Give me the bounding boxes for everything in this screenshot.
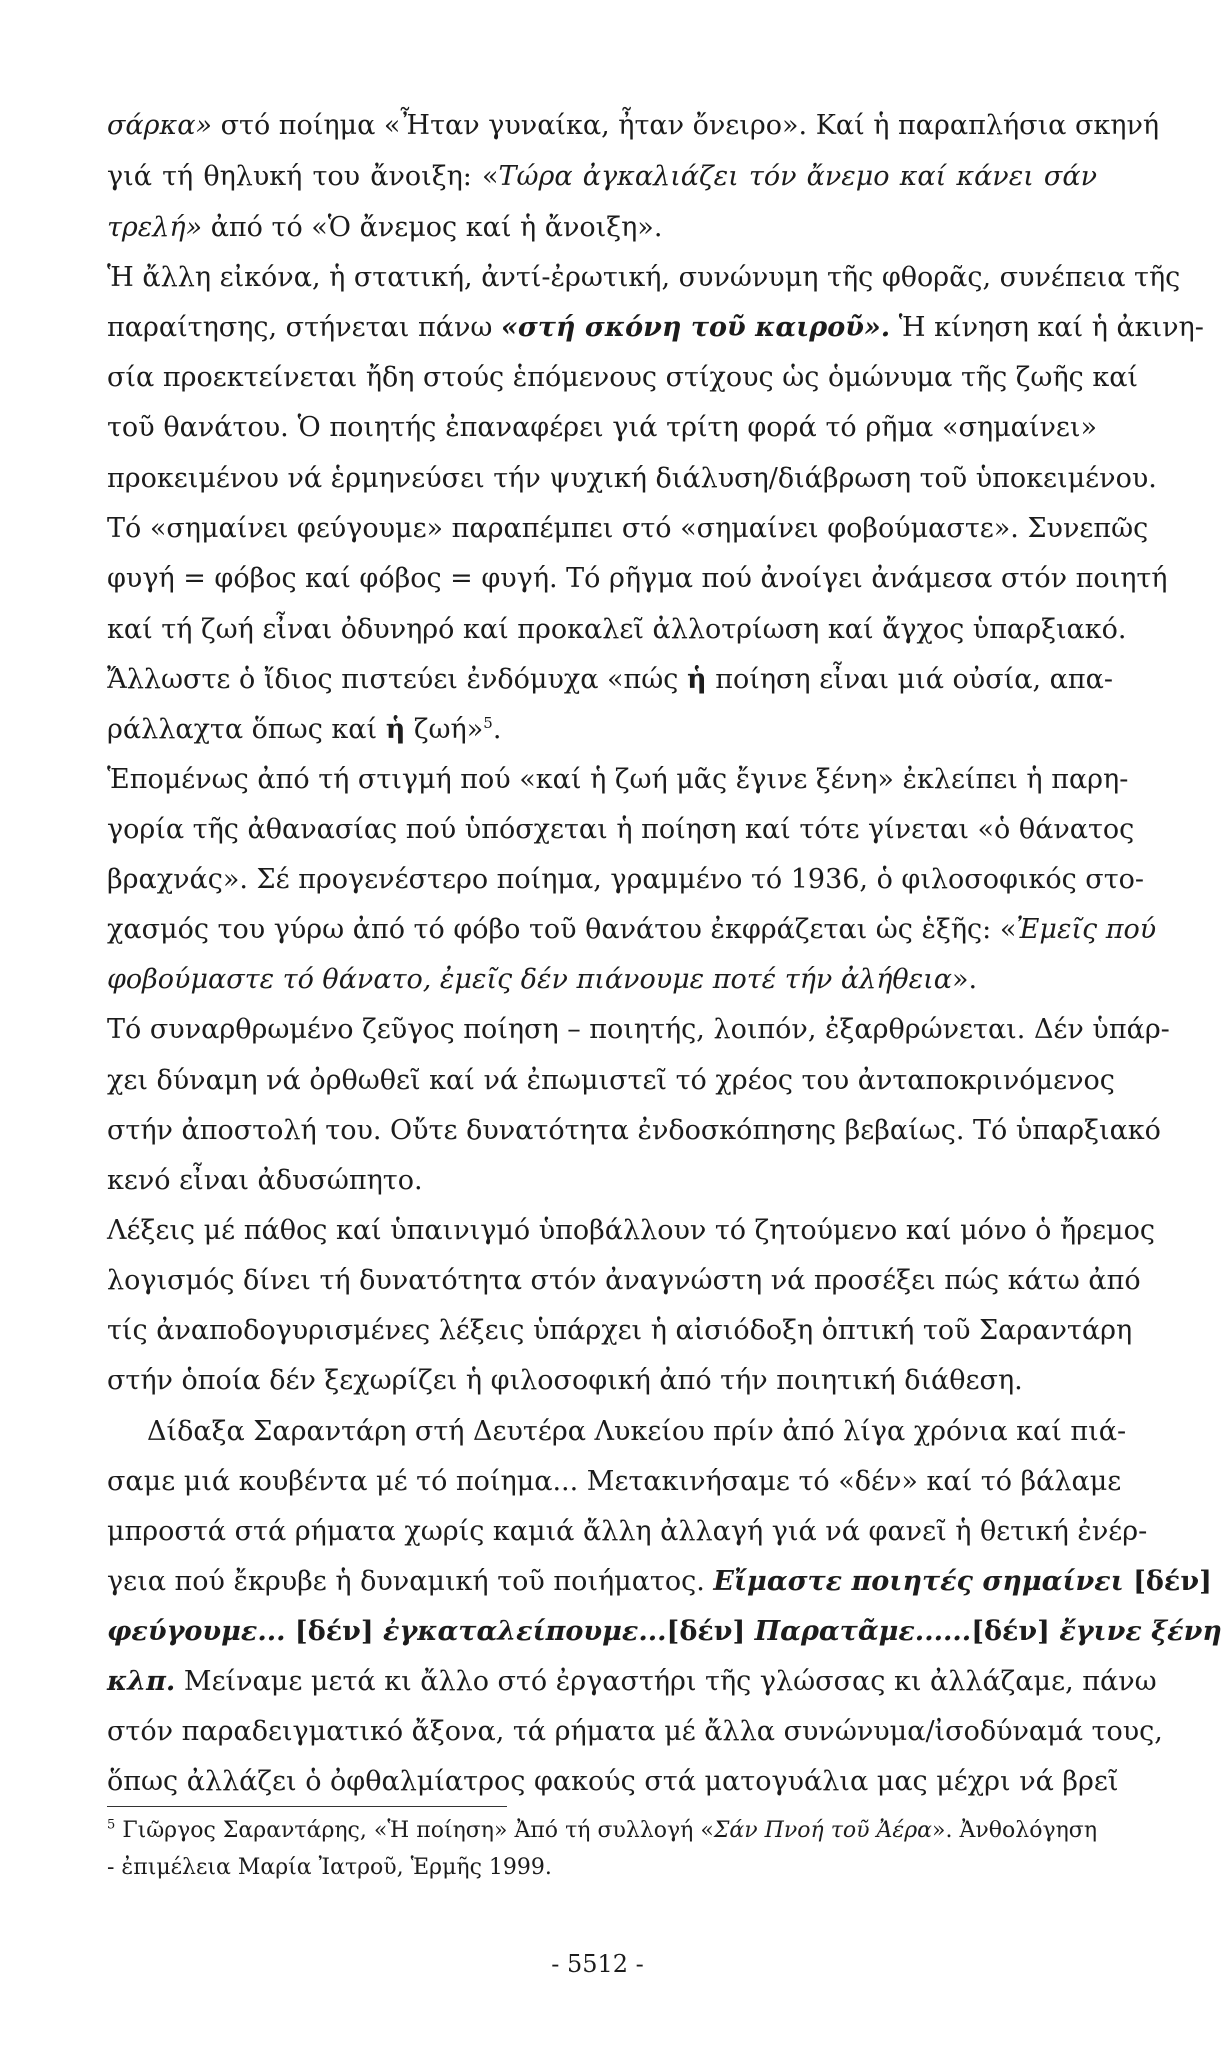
text-line: χει δύναμη νά ὀρθωθεῖ καί νά ἐπωμιστεῖ τό χρέος του ἀνταποκρινόμενος — [107, 1065, 1115, 1096]
text-line: Δίδαξα Σαραντάρη στή Δευτέρα Λυκείου πρίν ἀπό λίγα χρόνια καί πιά- — [147, 1416, 1127, 1447]
page-number: - 5512 - — [551, 1950, 644, 1978]
footnote-line: $^5$ Γιῶργος Σαραντάρης, «Ἡ ποίηση» Ἀπό τή συλλογή «Σάν Πνοή τοῦ Ἀέρα». Ἀνθολόγηση — [107, 1817, 1097, 1843]
text-line: Λέξεις μέ πάθος καί ὑπαινιγμό ὑποβάλλουν τό ζητούμενο καί μόνο ὁ ἤρεμος — [107, 1215, 1155, 1246]
text-line: γιά τή θηλυκή του ἄνοιξη: «Τώρα ἀγκαλιάζει τόν ἄνεμο καί κάνει σάν — [107, 161, 1098, 192]
text-line: φοβούμαστε τό θάνατο, ἐμεῖς δέν πιάνουμε ποτέ τήν ἀλήθεια». — [107, 964, 978, 995]
footnote-marker: 5 — [483, 714, 493, 732]
text-line: ὅπως ἀλλάζει ὁ ὀφθαλμίατρος φακούς στά ματογυάλια μας μέχρι νά βρεῖ — [107, 1766, 1119, 1797]
text-line: χασμός του γύρω ἀπό τό φόβο τοῦ θανάτου ἐκφράζεται ὡς ἑξῆς: «Ἐμεῖς πού — [107, 914, 1157, 945]
text-line: στήν ὁποία δέν ξεχωρίζει ἡ φιλοσοφική ἀπό τήν ποιητική διάθεση. — [107, 1365, 1023, 1396]
text-line: Τό «σημαίνει φεύγουμε» παραπέμπει στό «σημαίνει φοβούμαστε». Συνεπῶς — [107, 513, 1149, 544]
footnote-line: - ἐπιμέλεια Μαρία Ἰατροῦ, Ἑρμῆς 1999. — [107, 1855, 552, 1880]
footnote-number: 5 — [107, 1817, 116, 1833]
text-line: γορία τῆς ἀθανασίας πού ὑπόσχεται ἡ ποίηση καί τότε γίνεται «ὁ θάνατος — [107, 814, 1135, 845]
text-line: φυγή = φόβος καί φόβος = φυγή. Τό ρῆγμα πού ἀνοίγει ἀνάμεσα στόν ποιητή — [107, 563, 1168, 594]
text-line: κλπ. Μείναμε μετά κι ἄλλο στό ἐργαστήρι τῆς γλώσσας κι ἀλλάζαμε, πάνω — [107, 1666, 1157, 1697]
text-line: κενό εἶναι ἀδυσώπητο. — [107, 1165, 423, 1196]
text-line: μπροστά στά ρήματα χωρίς καμιά ἄλλη ἀλλαγή γιά νά φανεῖ ἡ θετική ἐνέρ- — [107, 1516, 1148, 1547]
text-line: Ἄλλωστε ὁ ἴδιος πιστεύει ἐνδόμυχα «πώς ἡ ποίηση εἶναι μιά οὐσία, απα- — [107, 664, 1113, 695]
text-line: σία προεκτείνεται ἤδη στούς ἑπόμενους στίχους ὡς ὁμώνυμα τῆς ζωῆς καί — [107, 362, 1139, 393]
text-line: τρελή» ἀπό τό «Ὁ ἄνεμος καί ἡ ἄνοιξη». — [107, 212, 663, 243]
text-line: στήν ἀποστολή του. Οὔτε δυνατότητα ἐνδοσκόπησης βεβαίως. Τό ὑπαρξιακό — [107, 1115, 1161, 1146]
text-line: προκειμένου νά ἑρμηνεύσει τήν ψυχική διάλυση/διάβρωση τοῦ ὑποκειμένου. — [107, 463, 1157, 494]
text-line: λογισμός δίνει τή δυνατότητα στόν ἀναγνώστη νά προσέξει πώς κάτω ἀπό — [107, 1265, 1141, 1296]
text-line: παραίτησης, στήνεται πάνω «στή σκόνη τοῦ καιροῦ». Ἡ κίνηση καί ἡ ἀκινη- — [107, 312, 1204, 343]
text-line: σαμε μιά κουβέντα μέ τό ποίημα... Μετακινήσαμε τό «δέν» καί τό βάλαμε — [107, 1466, 1122, 1497]
text-line: βραχνάς». Σέ προγενέστερο ποίημα, γραμμένο τό 1936, ὁ φιλοσοφικός στο- — [107, 864, 1145, 895]
text-line: φεύγουμε... [δέν] ἐγκαταλείπουμε...[δέν] Παρατᾶμε......[δέν] ἔγινε ξένη — [107, 1616, 1222, 1647]
text-line: Ἑπομένως ἀπό τή στιγμή πού «καί ἡ ζωή μᾶς ἔγινε ξένη» ἐκλείπει ἡ παρη- — [107, 764, 1129, 795]
text-line: τοῦ θανάτου. Ὁ ποιητής ἐπαναφέρει γιά τρίτη φορά τό ρῆμα «σημαίνει» — [107, 412, 1097, 443]
text-line: ράλλαχτα ὅπως καί ἡ ζωή»$^5$. — [107, 714, 502, 745]
text-line: Ἡ ἄλλη εἰκόνα, ἡ στατική, ἀντί-ἐρωτική, συνώνυμη τῆς φθορᾶς, συνέπεια τῆς — [107, 262, 1181, 293]
footnote-rule — [107, 1806, 507, 1807]
text-line: καί τή ζωή εἶναι ὀδυνηρό καί προκαλεῖ ἀλλοτρίωση καί ἄγχος ὑπαρξιακό. — [107, 614, 1127, 645]
text-line: τίς ἀναποδογυρισμένες λέξεις ὑπάρχει ἡ αἰσιόδοξη ὀπτική τοῦ Σαραντάρη — [107, 1315, 1133, 1346]
text-line: γεια πού ἔκρυβε ἡ δυναμική τοῦ ποιήματος. Εἴμαστε ποιητές σημαίνει [δέν] — [107, 1566, 1212, 1597]
text-line: σάρκα» στό ποίημα «Ἦταν γυναίκα, ἦταν ὄνειρο». Καί ἡ παραπλήσια σκηνή — [107, 110, 1160, 141]
text-line: Τό συναρθρωμένο ζεῦγος ποίηση – ποιητής, λοιπόν, ἐξαρθρώνεται. Δέν ὑπάρ- — [107, 1014, 1170, 1045]
text-line: στόν παραδειγματικό ἄξονα, τά ρήματα μέ ἄλλα συνώνυμα/ἰσοδύναμά τους, — [107, 1716, 1163, 1747]
